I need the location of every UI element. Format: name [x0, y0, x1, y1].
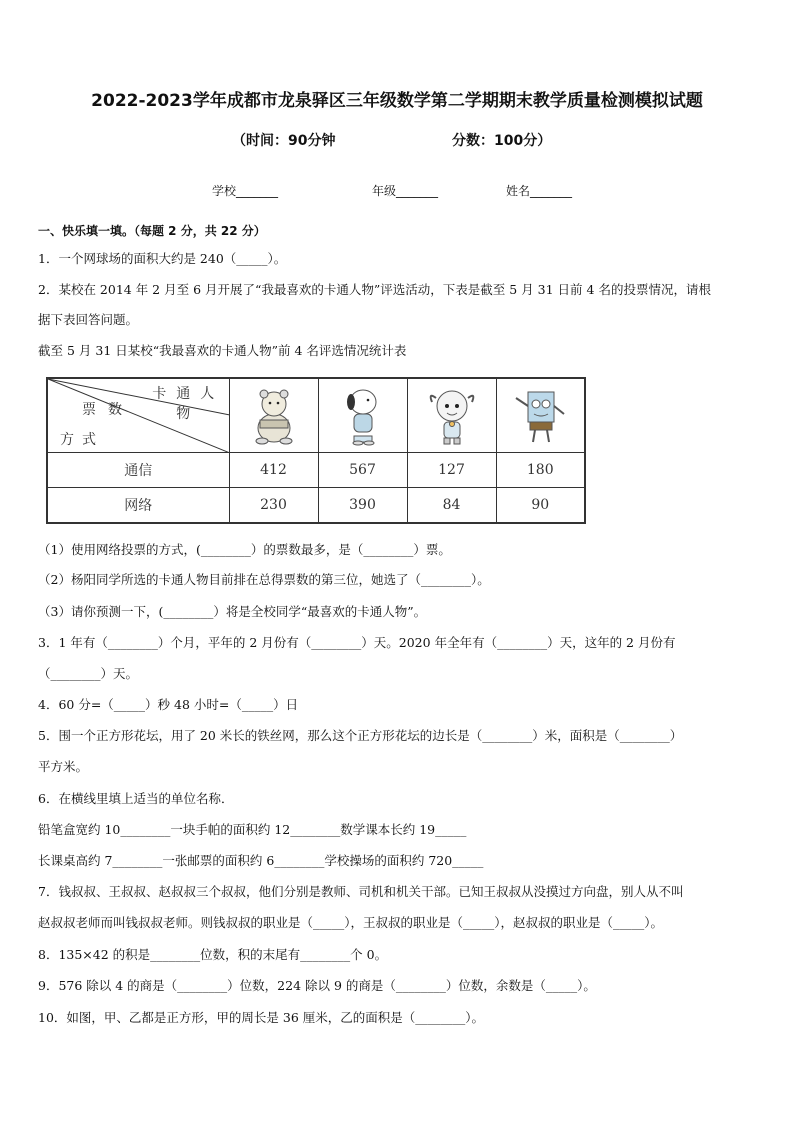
question-2-line-1: 2．某校在 2014 年 2 月至 6 月开展了“我最喜欢的卡通人物”评选活动，下表是截至 5 月 31 日前 4 名的投票情况，请根	[38, 282, 711, 297]
question-3-line-1: 3．1 年有（________）个月，平年的 2 月份有（________）天。2020 年全年有（________）天，这年的 2 月份有	[38, 635, 676, 650]
question-5-line-2: 平方米。	[38, 759, 89, 774]
bear-character-image	[246, 384, 302, 446]
name-field: 姓名_______	[506, 184, 573, 198]
question-2-line-2: 据下表回答问题。	[38, 312, 139, 327]
table-cell: 180	[496, 452, 585, 487]
question-6-row-1: 铅笔盒宽约 10________一块手帕的面积约 12________数学课本长约 19_____	[38, 822, 467, 837]
question-2-sub-2: （2）杨阳同学所选的卡通人物目前排在总得票数的第三位，她选了（________）。	[38, 572, 490, 587]
question-5-line-1: 5．围一个正方形花坛，用了 20 米长的铁丝网，那么这个正方形花坛的边长是（________）米，面积是（________）	[38, 728, 683, 743]
question-2-sub-1: （1）使用网络投票的方式，(________）的票数最多，是（________）票。	[38, 542, 451, 557]
section-heading: 一、快乐填一填。（每题 2 分，共 22 分）	[38, 224, 266, 238]
header-label-method: 方式	[60, 432, 104, 448]
grade-field: 年级_______	[372, 184, 439, 198]
question-3-line-2: （________）天。	[38, 666, 139, 681]
question-4: 4．60 分=（_____）秒 48 小时=（_____）日	[38, 697, 299, 712]
question-6: 6．在横线里填上适当的单位名称．	[38, 791, 234, 806]
table-cell: 567	[318, 452, 407, 487]
row-label: 通信	[47, 452, 229, 487]
table-cell: 84	[407, 487, 496, 523]
row-label: 网络	[47, 487, 229, 523]
table-cell: 230	[229, 487, 318, 523]
table-row	[47, 487, 585, 523]
table-cell: 127	[407, 452, 496, 487]
bear-character-cell	[229, 378, 318, 452]
diagonal-header-cell	[47, 378, 229, 452]
table-row	[47, 452, 585, 487]
dog-character-cell	[318, 378, 407, 452]
question-10: 10．如图，甲、乙都是正方形，甲的周长是 36 厘米，乙的面积是（________）。	[38, 1010, 485, 1025]
table-cell: 90	[496, 487, 585, 523]
page-title: 2022-2023学年成都市龙泉驿区三年级数学第二学期期末教学质量检测模拟试题	[91, 91, 703, 111]
question-2-sub-3: （3）请你预测一下，(________）将是全校同学“最喜欢的卡通人物”。	[38, 604, 427, 619]
exam-score: 分数：100分）	[452, 133, 552, 149]
sheep-character-cell	[407, 378, 496, 452]
header-label-character: 卡通人物	[152, 386, 225, 422]
header-label-votes: 票数	[82, 402, 134, 418]
school-field: 学校_______	[212, 184, 279, 198]
sheep-character-image	[426, 384, 478, 446]
table-cell: 412	[229, 452, 318, 487]
exam-time: （时间：90分钟	[232, 133, 336, 149]
table-cell: 390	[318, 487, 407, 523]
sponge-character-cell	[496, 378, 585, 452]
question-8: 8．135×42 的积是________位数，积的末尾有________个 0。	[38, 947, 388, 962]
vote-table	[46, 377, 584, 522]
table-caption: 截至 5 月 31 日某校“我最喜欢的卡通人物”前 4 名评选情况统计表	[38, 343, 407, 358]
sponge-character-image	[512, 384, 568, 446]
dog-character-image	[338, 384, 388, 446]
question-9: 9．576 除以 4 的商是（________）位数，224 除以 9 的商是（________）位数，余数是（_____）。	[38, 978, 596, 993]
question-7-line-2: 赵叔叔老师而叫钱叔叔老师。则钱叔叔的职业是（_____），王叔叔的职业是（_____），赵叔叔的职业是（_____）。	[38, 915, 664, 930]
question-1: 1．一个网球场的面积大约是 240（_____）。	[38, 251, 287, 266]
question-7-line-1: 7．钱叔叔、王叔叔、赵叔叔三个叔叔，他们分别是教师、司机和机关干部。已知王叔叔从没摸过方向盘，别人从不叫	[38, 884, 684, 899]
question-6-row-2: 长课桌高约 7________一张邮票的面积约 6________学校操场的面积约 720_____	[38, 853, 484, 868]
